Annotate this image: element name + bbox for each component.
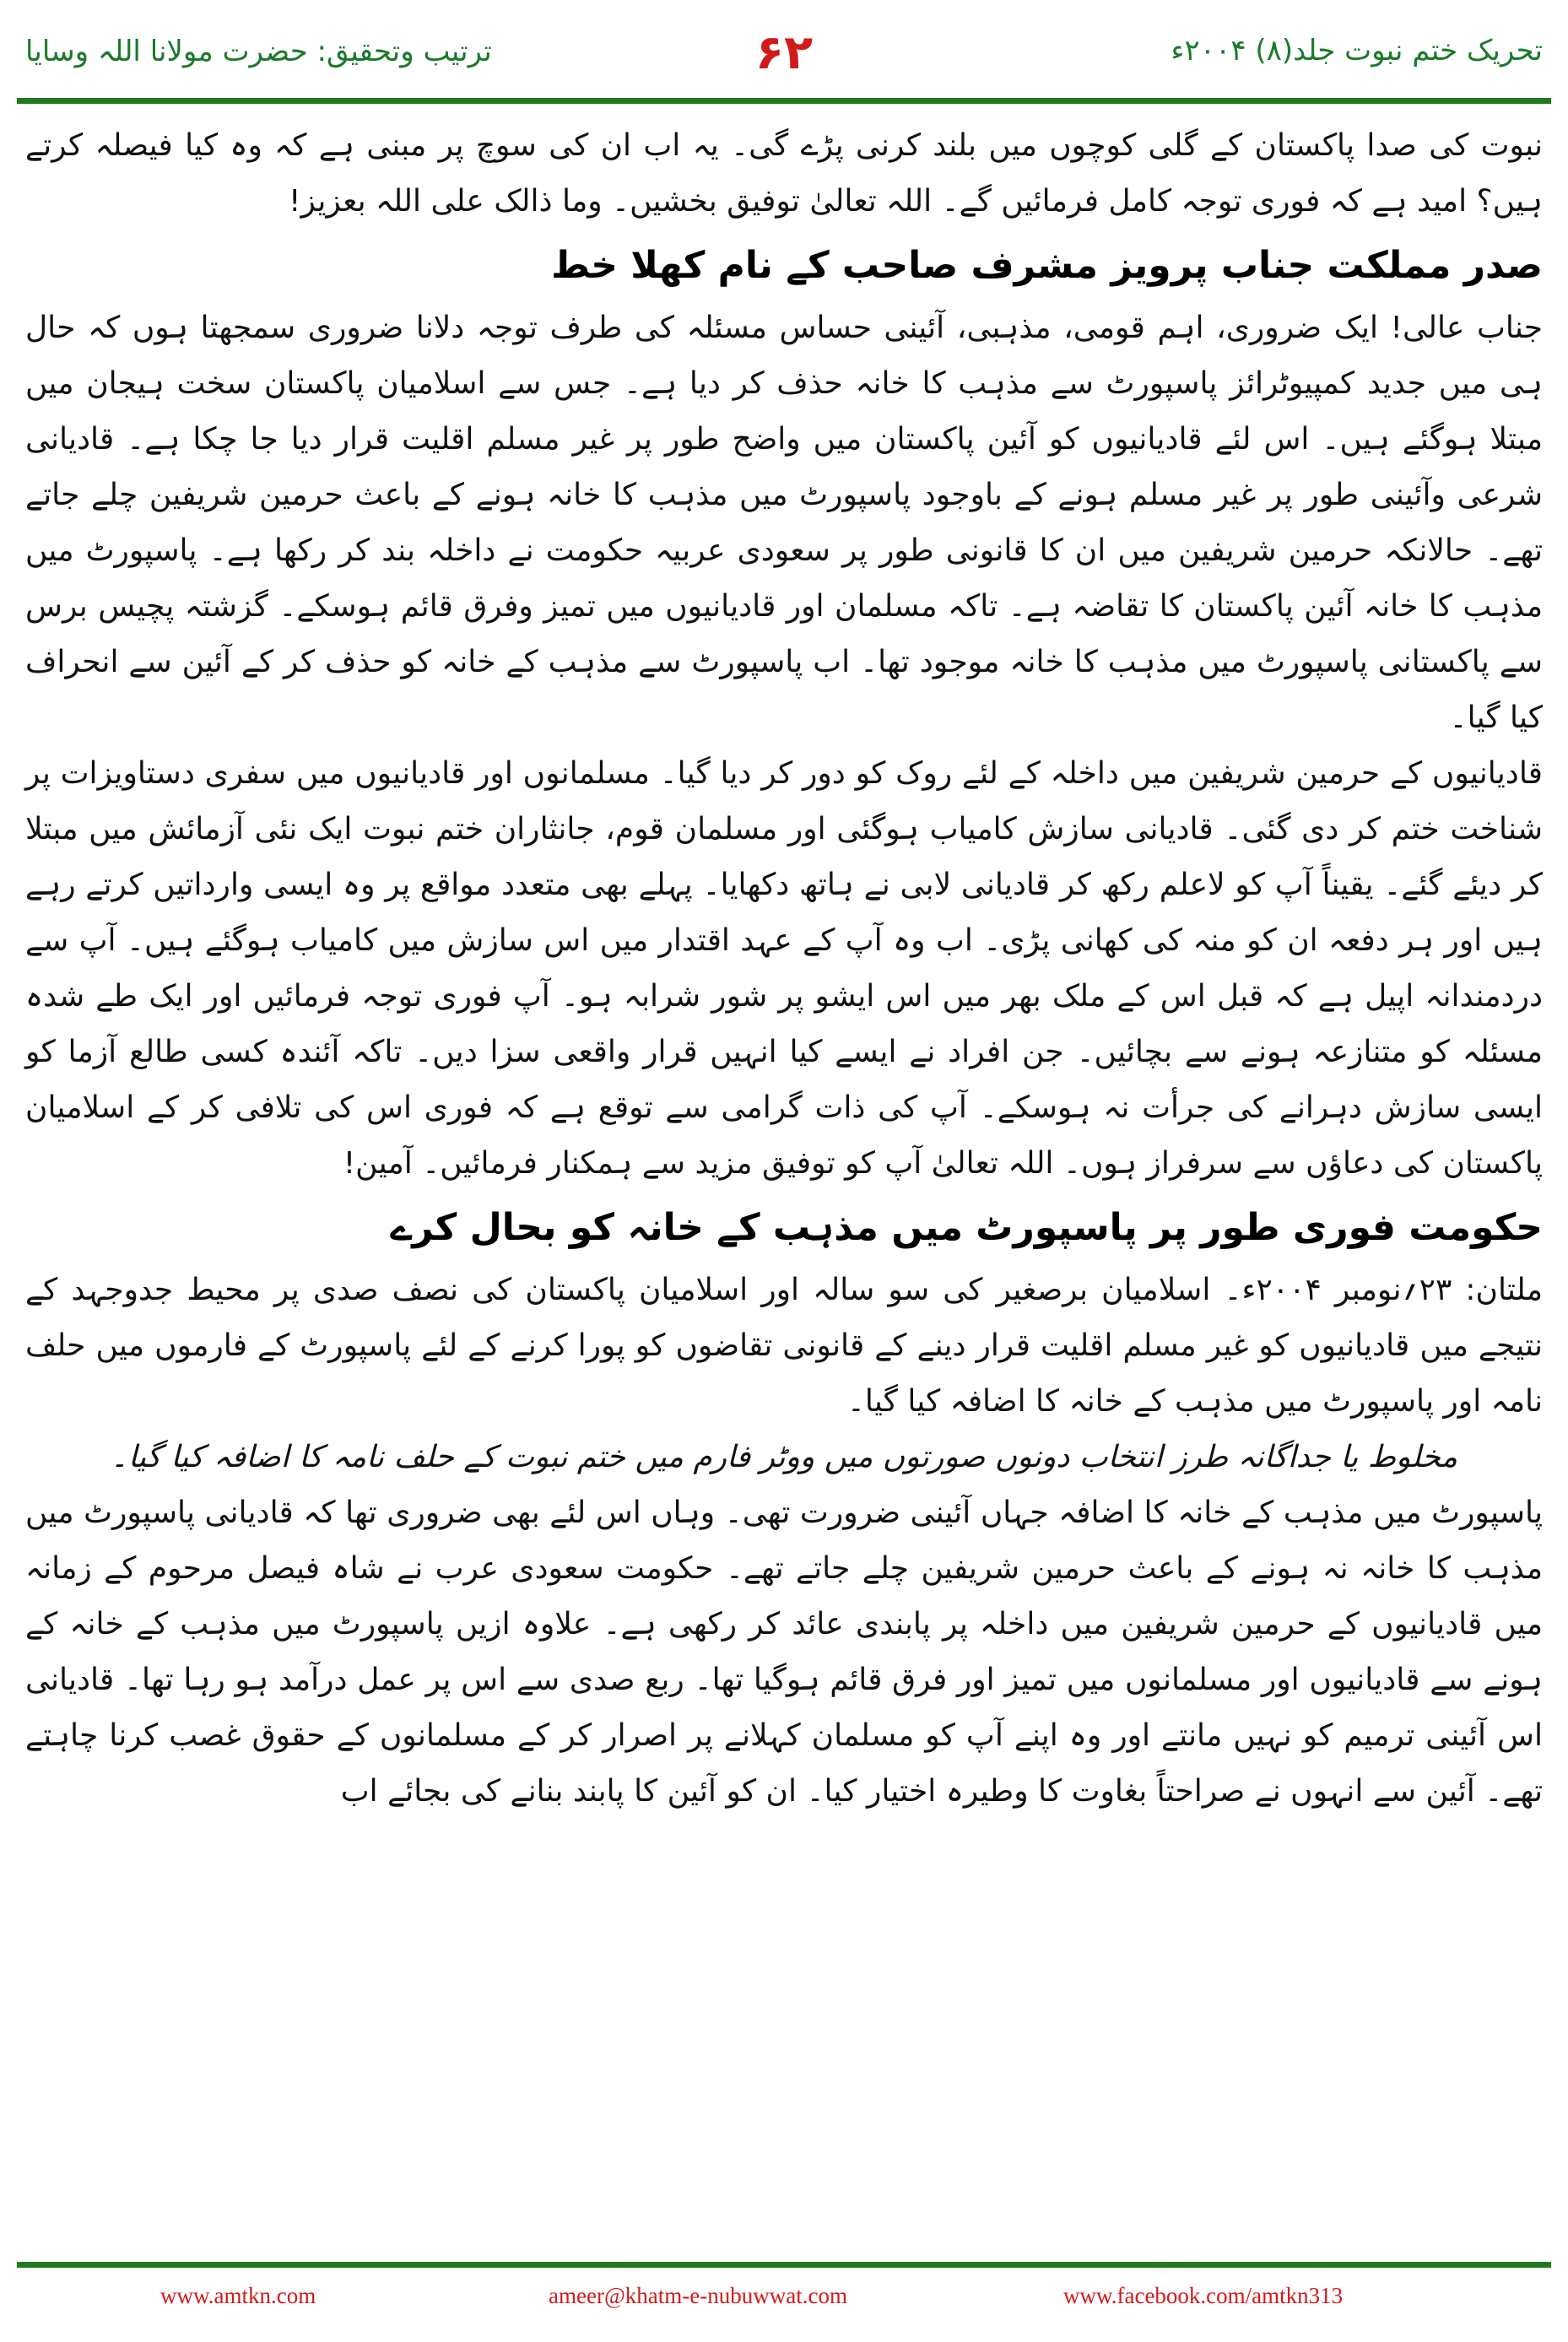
header-rule: [17, 98, 1551, 104]
footer-facebook-link[interactable]: www.facebook.com/amtkn313: [1063, 2283, 1344, 2308]
header-book-title: تحریک ختم نبوت جلد(۸) ۲۰۰۴ء: [1171, 34, 1543, 68]
page-header: [17, 25, 1551, 93]
footer-website-link[interactable]: www.amtkn.com: [160, 2283, 316, 2308]
paragraph-2: جناب عالی! ایک ضروری، اہم قومی، مذہبی، آئینی حساس مسئلہ کی طرف توجہ دلانا ضروری سمجھتا ہوں کہ حال ہی میں جدید کمپیوٹرائز پاسپورٹ سے مذہب کا خانہ حذف کر دیا ہے۔ جس سے اسلامیان پاکستان سخت ہیجان میں مبتلا ہوگئے ہیں۔ اس لئے قادیانیوں کو آئین پاکستان میں واضح طور پر غیر مسلم اقلیت قرار دیا جا چکا ہے۔ قادیانی شرعی وآئینی طور پر غیر مسلم ہونے کے باوجود پاسپورٹ میں مذہب کا خانہ ہونے کے باعث حرمین شریفین چلے جاتے تھے۔ حالانکہ حرمین شریفین میں ان کا قانونی طور پر سعودی عربیہ حکومت نے داخلہ بند کر رکھا ہے۔ پاسپورٹ میں مذہب کا خانہ آئین پاکستان کا تقاضہ ہے۔ تاکہ مسلمان اور قادیانیوں میں تمیز وفرق قائم ہوسکے۔ گزشتہ پچیس برس سے پاکستانی پاسپورٹ میں مذہب کا خانہ موجود تھا۔ اب پاسپورٹ سے مذہب کے خانہ کو حذف کر کے آئین سے انحراف کیا گیا۔: [25, 311, 1543, 735]
header-compiler: ترتیب وتحقیق: حضرت مولانا اللہ وسایا: [25, 35, 492, 68]
paragraph-4: ملتان: ۲۳؍نومبر ۲۰۰۴ء۔ اسلامیان برصغیر کی سو سالہ اور اسلامیان پاکستان کی نصف صدی پر محیط جدوجہد کے نتیجے میں قادیانیوں کو غیر مسلم اقلیت قرار دینے کے قانونی تقاضوں کو پورا کرنے کے لئے پاسپورٹ کے فارموں میں حلف نامہ اور پاسپورٹ میں مذہب کے خانہ کا اضافہ کیا گیا۔: [25, 1273, 1543, 1419]
paragraph-6: پاسپورٹ میں مذہب کے خانہ کا اضافہ جہاں آئینی ضرورت تھی۔ وہاں اس لئے بھی ضروری تھا کہ قادیانی پاسپورٹ میں مذہب کا خانہ نہ ہونے کے باعث حرمین شریفین چلے جاتے تھے۔ حکومت سعودی عرب نے شاہ فیصل مرحوم کے زمانہ میں قادیانیوں کے حرمین شریفین میں داخلہ پر پابندی عائد کر رکھی ہے۔ علاوہ ازیں پاسپورٹ میں مذہب کے خانہ کے ہونے سے قادیانیوں اور مسلمانوں میں تمیز اور فرق قائم ہوگیا تھا۔ ربع صدی سے اس پر عمل درآمد ہو رہا تھا۔ قادیانی اس آئینی ترمیم کو نہیں مانتے اور وہ اپنے آپ کو مسلمان کہلانے پر اصرار کر کے مسلمانوں کے حقوق غصب کرنا چاہتے تھے۔ آئین سے انہوں نے صراحتاً بغاوت کا وطیرہ اختیار کیا۔ ان کو آئین کا پابند بنانے کی بجائے اب: [25, 1496, 1543, 1809]
footer-rule: [17, 2262, 1551, 2268]
page-number: ۶۲: [754, 25, 814, 80]
page-content: [25, 118, 1543, 2203]
footer-email-link[interactable]: ameer@khatm-e-nubuwwat.com: [549, 2283, 847, 2308]
page-footer: [0, 2283, 1568, 2317]
heading-open-letter: صدر مملکت جناب پرویز مشرف صاحب کے نام کھلا خط: [551, 244, 1543, 287]
paragraph-5: مخلوط یا جداگانہ طرز انتخاب دونوں صورتوں میں ووٹر فارم میں ختم نبوت کے حلف نامہ کا اضافہ کیا گیا۔: [110, 1440, 1458, 1474]
paragraph-3: قادیانیوں کے حرمین شریفین میں داخلہ کے لئے روک کو دور کر دیا گیا۔ مسلمانوں اور قادیانیوں میں سفری دستاویزات پر شناخت ختم کر دی گئی۔ قادیانی سازش کامیاب ہوگئی اور مسلمان قوم، جانثاران ختم نبوت ایک نئی آزمائش میں مبتلا کر دیئے گئے۔ یقیناً آپ کو لاعلم رکھ کر قادیانی لابی نے ہاتھ دکھایا۔ پہلے بھی متعدد مواقع پر وہ ایسی وارداتیں کرتے رہے ہیں اور ہر دفعہ ان کو منہ کی کھانی پڑی۔ اب وہ آپ کے عہد اقتدار میں اس سازش میں کامیاب ہوگئے ہیں۔ آپ سے دردمندانہ اپیل ہے کہ قبل اس کے ملک بھر میں اس ایشو پر شور شرابہ ہو۔ آپ فوری توجہ فرمائیں اور ایک طے شدہ مسئلہ کو متنازعہ ہونے سے بچائیں۔ جن افراد نے ایسے کیا انہیں قرار واقعی سزا دیں۔ تاکہ آئندہ کسی طالع آزما کو ایسی سازش دہرانے کی جرأت نہ ہوسکے۔ آپ کی ذات گرامی سے توقع ہے کہ فوری اس کی تلافی کر کے اسلامیان پاکستان کی دعاؤں سے سرفراز ہوں۔ اللہ تعالیٰ آپ کو توفیق مزید سے ہمکنار فرمائیں۔ آمین!: [25, 756, 1543, 1181]
heading-restore-religion-column: حکومت فوری طور پر پاسپورٹ میں مذہب کے خانہ کو بحال کرے: [390, 1206, 1543, 1249]
paragraph-1: نبوت کی صدا پاکستان کے گلی کوچوں میں بلند کرنی پڑے گی۔ یہ اب ان کی سوچ پر مبنی ہے کہ وہ کیا فیصلہ کرتے ہیں؟ امید ہے کہ فوری توجہ کامل فرمائیں گے۔ اللہ تعالیٰ توفیق بخشیں۔ وما ذالک علی اللہ بعزیز!: [25, 128, 1543, 219]
